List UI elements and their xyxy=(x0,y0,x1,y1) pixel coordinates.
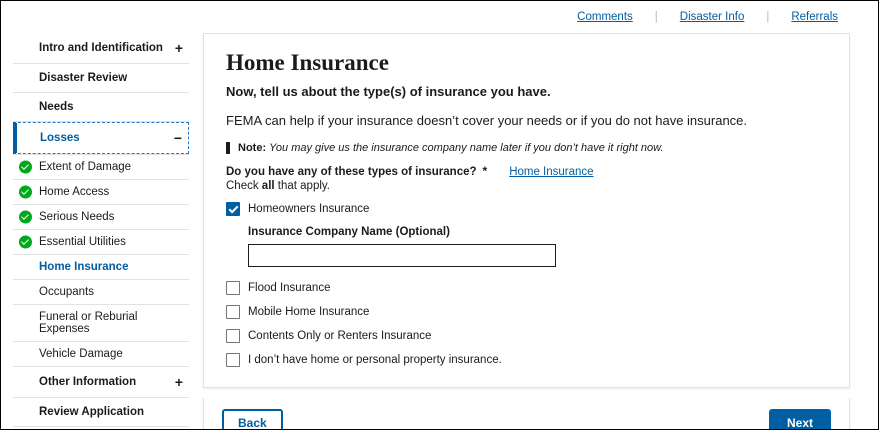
sidebar-item-label: Needs xyxy=(39,101,74,113)
page-title: Home Insurance xyxy=(226,50,389,75)
checkbox-icon[interactable] xyxy=(226,329,240,343)
sidebar-item-label: Disaster Review xyxy=(39,72,128,84)
sidebar-item-label: Serious Needs xyxy=(39,211,115,223)
checkbox-flood-insurance[interactable] xyxy=(226,281,827,295)
lead-paragraph: FEMA can help if your insurance doesn’t cover your needs or if you do not have insurance. xyxy=(226,113,748,128)
form-card xyxy=(203,33,850,388)
plus-icon[interactable]: + xyxy=(174,40,183,56)
checkbox-label: I don’t have home or personal property insurance. xyxy=(248,354,502,366)
minus-icon[interactable]: − xyxy=(173,130,182,146)
sidebar-item-essential-utilities[interactable] xyxy=(13,230,189,255)
link-divider-2: | xyxy=(766,11,770,23)
sidebar-item-extent-of-damage[interactable] xyxy=(13,155,189,180)
insurance-company-label: Insurance Company Name (Optional) xyxy=(248,226,450,238)
sidebar-item-review-application[interactable] xyxy=(13,398,189,427)
sidebar-item-label: Extent of Damage xyxy=(39,161,132,173)
sidebar-item-label: Other Information xyxy=(39,376,137,388)
sidebar-item-label: Occupants xyxy=(39,286,94,298)
next-button[interactable]: Next xyxy=(769,409,831,430)
checkbox-label: Contents Only or Renters Insurance xyxy=(248,330,432,342)
checkbox-no-insurance[interactable] xyxy=(226,353,827,367)
sidebar-item-label: Losses xyxy=(40,132,80,144)
sidebar-item-vehicle-damage[interactable] xyxy=(13,342,189,367)
sidebar-item-disaster-review[interactable] xyxy=(13,64,189,93)
link-comments[interactable]: Comments xyxy=(577,11,633,23)
checkbox-mobile-home-insurance[interactable] xyxy=(226,305,827,319)
sidebar-item-label: Intro and Identification xyxy=(39,42,163,54)
checkbox-label: Mobile Home Insurance xyxy=(248,306,370,318)
sidebar-item-label: Home Insurance xyxy=(39,261,129,273)
content-row xyxy=(1,33,878,429)
top-utility-links xyxy=(555,11,860,23)
checkbox-label: Flood Insurance xyxy=(248,282,331,294)
question-label: Do you have any of these types of insurance? xyxy=(226,166,477,178)
checkbox-label: Homeowners Insurance xyxy=(248,203,370,215)
help-link-home-insurance[interactable]: Home Insurance xyxy=(509,166,594,178)
sidebar-item-occupants[interactable] xyxy=(13,280,189,305)
checkbox-contents-only-or-renters-insurance[interactable] xyxy=(226,329,827,343)
check-all-prefix: Check xyxy=(226,180,262,192)
sidebar-item-losses[interactable] xyxy=(13,122,189,155)
sidebar-item-home-insurance[interactable] xyxy=(13,255,189,280)
plus-icon[interactable]: + xyxy=(174,374,183,390)
sidebar-item-label: Review Application xyxy=(39,406,145,418)
note-callout xyxy=(226,142,827,154)
main-panel xyxy=(197,33,878,429)
sidebar-item-label: Essential Utilities xyxy=(39,236,126,248)
note-label: Note: xyxy=(238,142,267,154)
page-subtitle: Now, tell us about the type(s) of insurance you have. xyxy=(226,84,551,99)
sidebar-item-label: Home Access xyxy=(39,186,110,198)
link-divider-1: | xyxy=(654,11,658,23)
check-all-bold: all xyxy=(261,180,275,192)
back-button[interactable]: Back xyxy=(222,409,283,430)
sidebar-item-intro-and-identification[interactable] xyxy=(13,33,189,64)
question-row xyxy=(226,164,827,178)
sidebar-item-label: Vehicle Damage xyxy=(39,348,123,360)
checkbox-icon[interactable] xyxy=(226,353,240,367)
sidebar-item-label: Funeral or Reburial Expenses xyxy=(39,311,138,335)
link-referrals[interactable]: Referrals xyxy=(791,11,838,23)
check-all-hint xyxy=(226,180,827,192)
check-all-suffix: that apply. xyxy=(274,180,330,192)
insurance-company-input[interactable] xyxy=(248,244,556,267)
sidebar-item-funeral-or-reburial-expenses[interactable] xyxy=(13,305,189,342)
required-asterisk: * xyxy=(482,164,488,178)
check-circle-icon xyxy=(19,161,32,174)
sidebar xyxy=(1,33,197,429)
checkbox-icon[interactable] xyxy=(226,202,240,216)
check-circle-icon xyxy=(19,211,32,224)
sidebar-item-serious-needs[interactable] xyxy=(13,205,189,230)
sidebar-item-home-access[interactable] xyxy=(13,180,189,205)
checkbox-homeowners-insurance[interactable] xyxy=(226,202,827,216)
form-footer xyxy=(203,398,850,430)
note-text: You may give us the insurance company name later if you don’t have it right now. xyxy=(269,142,664,154)
check-circle-icon xyxy=(19,186,32,199)
checkbox-icon[interactable] xyxy=(226,305,240,319)
sidebar-item-needs[interactable] xyxy=(13,93,189,122)
link-disaster-info[interactable]: Disaster Info xyxy=(679,11,745,23)
checkbox-icon[interactable] xyxy=(226,281,240,295)
sidebar-item-other-information[interactable] xyxy=(13,367,189,398)
check-circle-icon xyxy=(19,236,32,249)
